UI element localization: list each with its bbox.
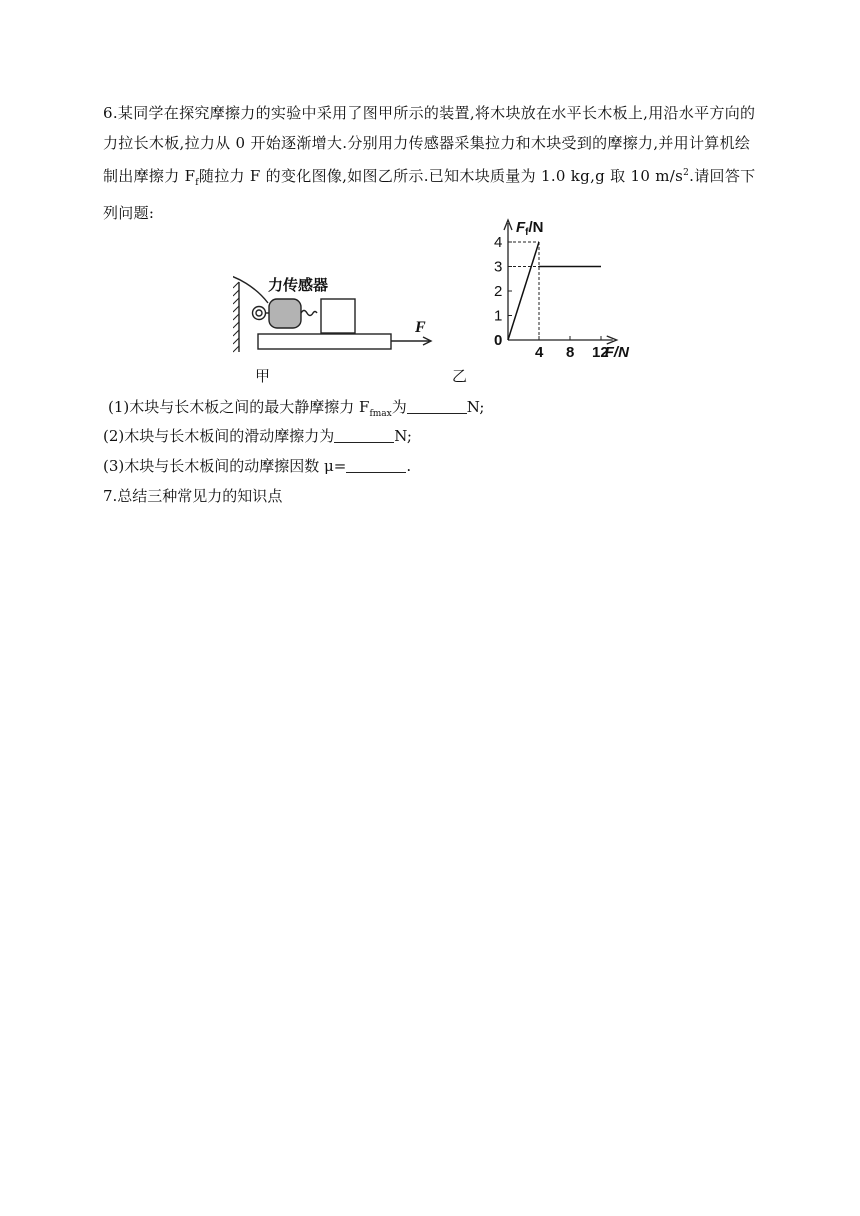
sub-question-1: (1)木块与长木板之间的最大静摩擦力 $F_{fmax}$为 N; [108,398,485,419]
q6-mid: 随拉力 F 的变化图像,如图乙所示.已知木块质量为 1.0 kg,g 取 10 m/s [198,167,684,185]
q6-lead: 6.某同学在探究摩擦力的实验中采用了图甲所示的装置,将木块放在水平长木板上,用沿水平方向的力拉长木板,拉力从 0 开始逐渐增大.分别用力传感器采集拉力和木块受到的摩擦力,并用计算机绘制出摩擦力 F [103,104,756,185]
question-6-text [103,98,763,228]
wood-block [321,299,355,333]
wall-ring [253,307,266,320]
y-tick-label-1: 1 [494,307,503,325]
x-tick-label-12: 12 [592,344,609,361]
apparatus-figure [233,270,443,360]
q6-tail: .请回答下列问题: [103,167,756,222]
q6-sub-f: f [195,178,199,188]
y-tick-label-2: 2 [494,283,503,300]
force-sensor [269,299,301,328]
y-tick-label-4: 4 [494,234,503,251]
sub-question-3: (3)木块与长木板间的动摩擦因数 μ= . [103,457,412,475]
caption-jia: 甲 [255,367,271,385]
connector-spring [301,311,317,316]
series-rise-segment [508,242,539,340]
force-label: F [415,319,426,336]
origin-label: 0 [494,332,503,349]
x-tick-label-4: 4 [535,344,544,361]
y-axis-label: $F_f/N$ [516,219,544,238]
answer-blank-1[interactable] [407,398,467,414]
answer-blank-2[interactable] [334,427,394,443]
friction-graph [484,213,654,363]
question-7-text: 7.总结三种常见力的知识点 [103,487,283,505]
long-board [258,334,391,349]
x-axis-label: F/N [604,344,629,361]
sensor-label: 力传感器 [268,277,329,294]
answer-blank-3[interactable] [346,457,406,473]
caption-yi: 乙 [452,367,468,385]
sub-question-2: (2)木块与长木板间的滑动摩擦力为 N; [103,427,412,445]
y-tick-label-3: 3 [494,258,503,276]
x-tick-label-8: 8 [566,344,575,361]
q6-sup-2: 2 [683,168,690,178]
